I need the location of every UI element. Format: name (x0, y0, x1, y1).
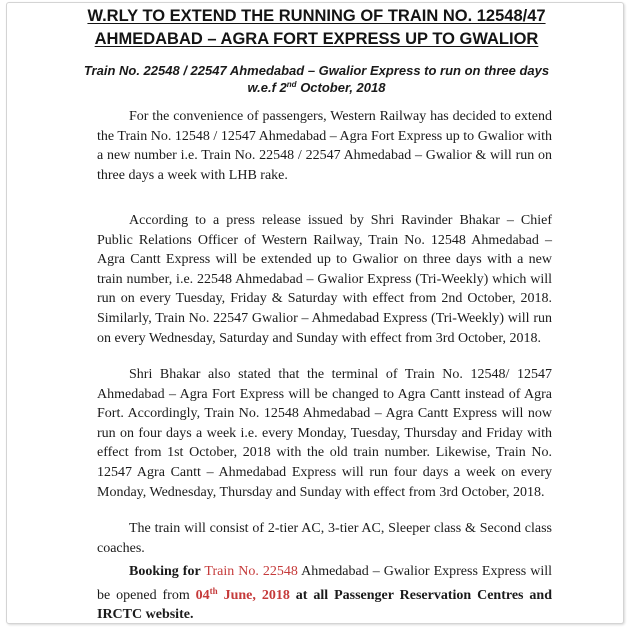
booking-train-description: Ahmedabad – Gwalior Express Express will be opened from (97, 564, 552, 603)
paragraph-coach-composition: The train will consist of 2-tier AC, 3-tier AC, Sleeper class & Second class coaches. (97, 521, 552, 556)
booking-open-date: 04th June, 2018 (195, 585, 290, 603)
booking-label: Booking for (129, 564, 201, 579)
headline-line-1: W.RLY TO EXTEND THE RUNNING OF TRAIN NO. 12548/47 (87, 7, 546, 25)
paragraph-press-release-details: According to a press release issued by Shri Ravinder Bhakar – Chief Public Relations Officer of Western Railway, Train No. 12548 Ahmedabad – Agra Cantt Express will be extended up to Gwalior on three days with a new train number, i.e. 22548 Ahmedabad – Gwalior Express (Tri-Weekly) which will run on every Tuesday, Friday & Saturday with effect from 2nd October, 2018. Similarly, Train No. 22547 Gwalior – Ahmedabad Express (Tri-Weekly) will run on every Wednesday, Saturday and Sunday with effect from 3rd October, 2018. (97, 213, 552, 346)
booking-train-number: Train No. 22548 (204, 564, 298, 579)
booking-locations: at all Passenger Reservation Centres and IRCTC website. (97, 587, 552, 623)
paragraph-extension-announcement: For the convenience of passengers, Western Railway has decided to extend the Train No. 12548 / 12547 Ahmedabad – Agra Fort Express up to Gwalior with a new number i.e. Train No. 22548 / 22547 Ahmedabad – Gwalior & will run on three days a week with LHB rake. (97, 109, 552, 183)
headline-line-2: AHMEDABAD – AGRA FORT EXPRESS UP TO GWALIOR (94, 30, 539, 48)
subheadline-line-2: w.e.f 2nd October, 2018 (247, 80, 386, 95)
subheadline-line-1: Train No. 22548 / 22547 Ahmedabad – Gwalior Express to run on three days (83, 63, 550, 78)
paragraph-terminal-change: Shri Bhakar also stated that the terminal of Train No. 12548/ 12547 Ahmedabad – Agra Fort Express will be changed to Agra Cantt instead of Agra Fort. Accordingly, Train No. 12548 Ahmedabad – Agra Cantt Express will now run on four days a week i.e. every Monday, Tuesday, Thursday and Friday with effect from 1st October, 2018 with the old train number. Likewise, Train No. 12547 Agra Cantt – Ahmedabad Express will run four days a week on every Monday, Wednesday, Thursday and Sunday with effect from 3rd October, 2018. (97, 367, 552, 500)
paragraph-booking-info (97, 562, 552, 625)
